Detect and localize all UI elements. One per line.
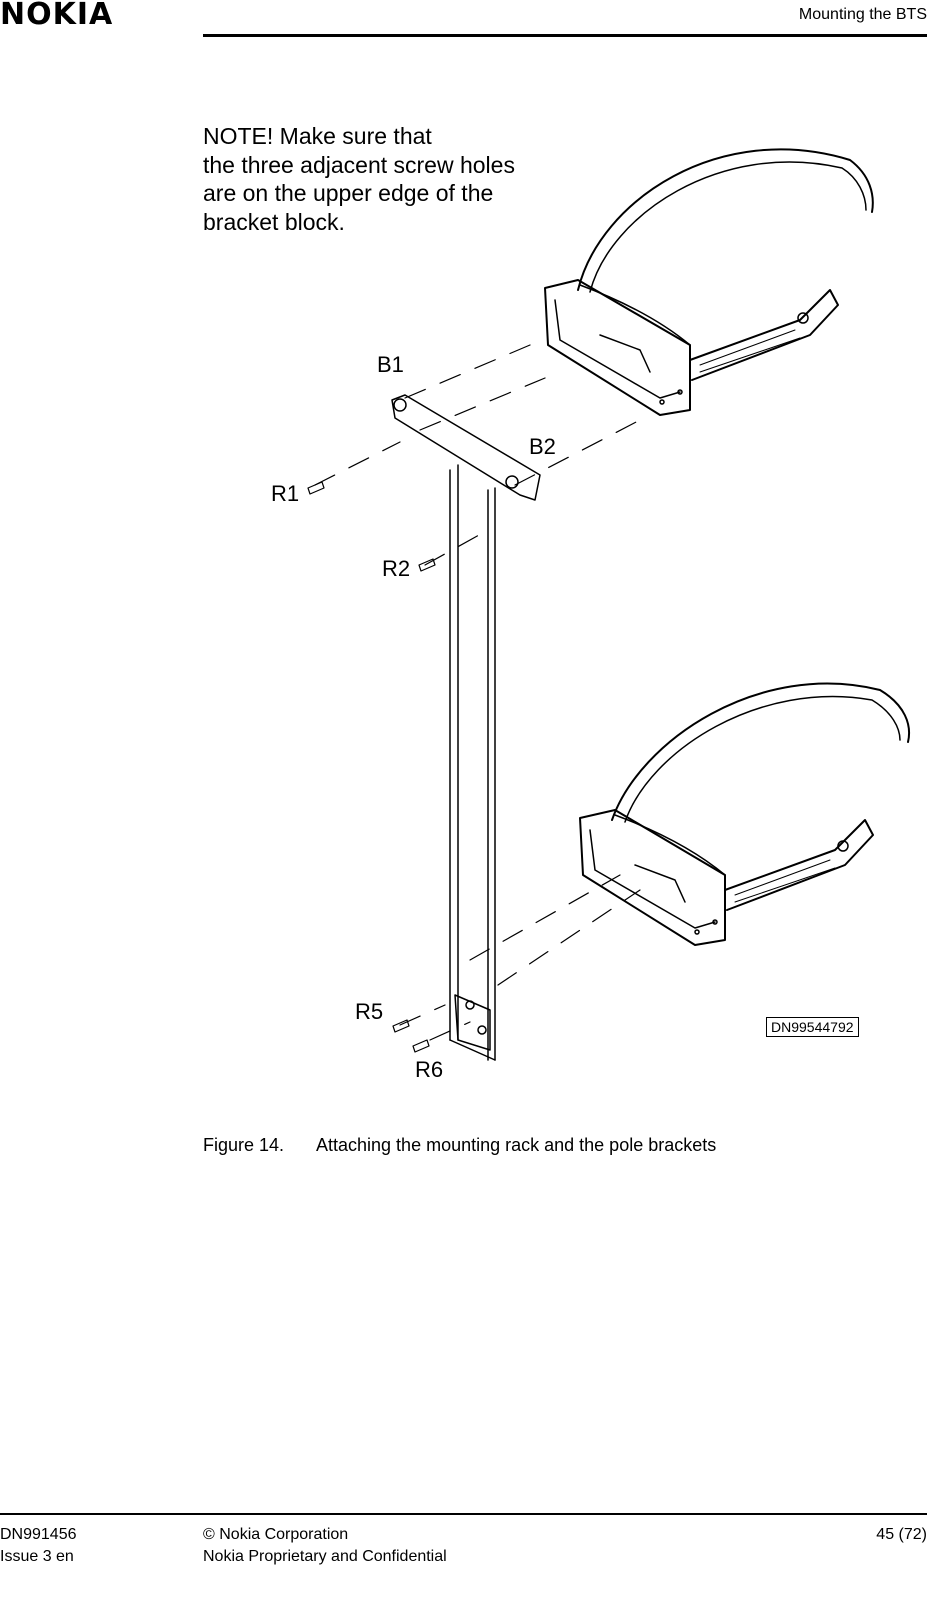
figure-caption [203,1135,716,1156]
page-number: 45 (72) [876,1526,927,1543]
copyright: © Nokia Corporation [203,1526,349,1543]
label-r1: R1 [271,481,300,506]
footer-left [0,1524,77,1568]
nokia-logo: NOKIA [0,0,114,32]
confidential-notice: Nokia Proprietary and Confidential [203,1548,447,1565]
lower-pole-bracket [580,684,909,945]
label-b1: B1 [377,352,404,377]
footer-center [203,1524,447,1568]
issue: Issue 3 en [0,1548,74,1565]
alignment-lines [315,345,640,1040]
label-r5: R5 [355,999,384,1024]
mounting-rack [392,395,540,1060]
label-r6: R6 [415,1057,444,1082]
section-title: Mounting the BTS [798,6,927,23]
doc-id: DN991456 [0,1526,77,1543]
header-rule [203,34,927,37]
drawing-id: DN99544792 [766,1017,859,1037]
label-r2: R2 [382,556,411,581]
note-text: NOTE! Make sure that the three adjacent screw holes are on the upper edge of the bracket block. [203,123,515,235]
figure-number: Figure 14. [203,1135,285,1155]
screws [308,482,435,1052]
figure-title: Attaching the mounting rack and the pole brackets [316,1135,717,1155]
footer-rule [0,1513,927,1515]
mounting-illustration [200,100,920,1100]
label-b2: B2 [529,434,556,459]
upper-pole-bracket [545,149,873,415]
